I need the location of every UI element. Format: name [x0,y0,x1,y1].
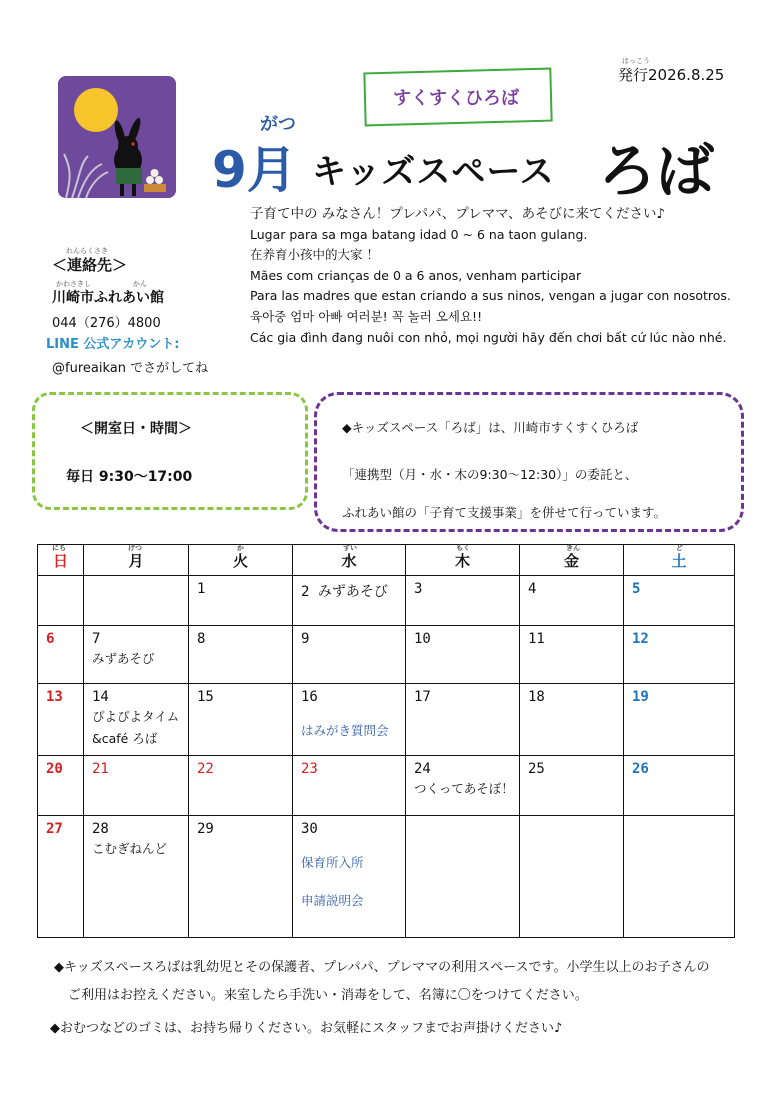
calendar-day-cell [189,684,293,756]
title-kids-space: キッズスペース [312,152,555,192]
calendar-day-cell [189,626,293,684]
day-number: 23 [301,761,318,777]
month-ruby: がつ [260,114,296,135]
calendar-day-cell [38,816,84,938]
info-line-1: ◆キッズスペース「ろば」は、川崎市すくすくひろば [342,420,639,435]
message-portuguese: Mães com crianças de 0 a 6 anos, venham participar [250,267,582,283]
day-number: 24 [414,761,431,777]
calendar-day-cell [293,576,406,626]
info-line-2: 「連携型（月・水・木の9:30～12:30）」の委託と、 [342,467,638,482]
issue-ruby: はっこう [622,57,650,65]
calendar-day-cell [624,756,735,816]
calendar-day-cell [38,626,84,684]
calendar-week-row [38,816,735,938]
calendar-day-cell [520,576,624,626]
day-number: 12 [632,631,649,647]
calendar-day-cell [520,626,624,684]
header-wed: すい 水 [293,545,406,576]
day-number [624,816,734,821]
day-number: 25 [528,761,545,777]
day-number [520,816,623,821]
day-special-event: 申請説明会 [301,893,364,908]
header-mon: げつ 月 [84,545,189,576]
note-line-3: ◆おむつなどのゴミは、お持ち帰りください。お気軽にスタッフまでお声掛けください♪ [50,1021,563,1036]
day-number: 16 [301,689,318,705]
day-event: ぴよぴよタイム [92,709,180,724]
calendar-day-cell [406,756,520,816]
message-vietnamese: Các gia đình đang nuôi con nhỏ, mọi người hãy đến chơi bất cứ lúc nào nhé. [250,329,727,345]
issue-date: 発行2026.8.25 [618,66,725,84]
day-number: 19 [632,689,649,705]
info-line-3: ふれあい館の「子育て支援事業」を併せて行っています。 [342,505,667,520]
day-number: 29 [197,821,214,837]
day-number: 13 [46,689,63,705]
hours-heading: ＜開室日・時間＞ [80,421,192,437]
day-number: 18 [528,689,545,705]
calendar-day-cell [520,816,624,938]
welcome-messages [250,204,755,348]
moon-rabbit-icon [58,76,176,198]
day-number: 26 [632,761,649,777]
tag-label: すくすくひろば [393,88,519,109]
calendar-day-cell [406,576,520,626]
calendar-day-cell [293,626,406,684]
message-chinese: 在养育小孩中的大家 ！ [250,247,379,263]
calendar-day-cell [624,816,735,938]
calendar-day-cell [520,684,624,756]
day-number: 2 みずあそび [301,584,388,600]
header-fri: きん 金 [520,545,624,576]
calendar-day-cell [406,816,520,938]
day-number: 1 [197,581,206,597]
day-number [38,576,83,581]
calendar-day-cell [293,816,406,938]
calendar-day-cell [84,756,189,816]
message-korean: 육아중 엄마 아빠 여러분! 꼭 놀러 오세요!! [250,308,483,324]
day-number: 5 [632,581,641,597]
calendar-day-cell [38,684,84,756]
calendar-week-row [38,756,735,816]
day-event: &café ろば [92,731,158,746]
header-tue: か 火 [189,545,293,576]
calendar-day-cell [406,626,520,684]
day-number: 6 [46,631,55,647]
calendar-table [37,544,735,938]
calendar-day-cell [84,816,189,938]
calendar-day-cell [189,756,293,816]
calendar-day-cell [189,816,293,938]
calendar-day-cell [189,576,293,626]
message-japanese: 子育て中の みなさん！プレパパ、プレママ、あそびに来てください♪ [250,206,666,222]
day-special-event: 保育所入所 [301,855,364,870]
day-number: 21 [92,761,109,777]
day-number: 14 [92,689,109,705]
header-sat: ど 土 [624,545,735,576]
message-spanish: Para las madres que estan criando a sus ninos, vengan a jugar con nosotros. [250,288,731,304]
day-number: 3 [414,581,423,597]
contact-name: 川崎市ふれあい館 [52,290,164,306]
note-line-2: ご利用はお控えください。来室したら手洗い・消毒をして、名簿に〇をつけてください。 [68,988,588,1003]
day-event: つくってあそぼ！ [414,781,514,796]
day-number: 20 [46,761,63,777]
calendar-day-cell [38,756,84,816]
note-line-1: ◆キッズスペースろばは乳幼児とその保護者、プレパパ、プレママの利用スペースです。小学生以上のお子さんの [54,960,710,975]
contact-phone: 044（276）4800 [52,316,161,331]
day-number: 22 [197,761,214,777]
calendar-day-cell [624,626,735,684]
calendar-header-row [38,545,735,576]
calendar-day-cell [38,576,84,626]
day-number [84,576,188,581]
hours-value: 毎日 9:30～17:00 [66,469,193,485]
calendar-day-cell [84,684,189,756]
title-month: 9月 [212,141,297,199]
line-id: @fureaikan でさがしてね [52,361,209,376]
day-number: 4 [528,581,537,597]
calendar-day-cell [520,756,624,816]
day-number: 11 [528,631,545,647]
day-number: 30 [301,821,318,837]
calendar-day-cell [624,684,735,756]
day-number: 9 [301,631,310,647]
contact-heading-ruby: れんらくさき [66,247,108,255]
day-number: 28 [92,821,109,837]
day-number: 15 [197,689,214,705]
day-event: こむぎねんど [92,841,168,856]
calendar-day-cell [624,576,735,626]
contact-heading: ＜連絡先＞ [52,256,128,274]
calendar-day-cell [84,576,189,626]
calendar-day-cell [84,626,189,684]
calendar-day-cell [293,684,406,756]
day-number [406,816,519,821]
day-number: 8 [197,631,206,647]
title-roba: ろば [598,137,715,205]
day-number: 27 [46,821,63,837]
calendar-week-row [38,626,735,684]
line-label: LINE 公式アカウント: [46,337,180,352]
calendar-day-cell [406,684,520,756]
day-number: 10 [414,631,431,647]
day-number: 17 [414,689,431,705]
calendar-week-row [38,576,735,626]
moon-rabbit-illustration [58,76,176,198]
header-thu: もく 木 [406,545,520,576]
hours-box [32,392,308,510]
calendar-week-row [38,684,735,756]
day-number: 7 [92,631,101,647]
message-tagalog: Lugar para sa mga batang idad 0 ~ 6 na taon gulang. [250,226,588,242]
day-special-event: はみがき質問会 [301,723,389,738]
header-sun: にち 日 [38,545,84,576]
day-event: みずあそび [92,651,155,666]
contact-name-ruby: かわさきし かん [56,280,147,288]
calendar-day-cell [293,756,406,816]
